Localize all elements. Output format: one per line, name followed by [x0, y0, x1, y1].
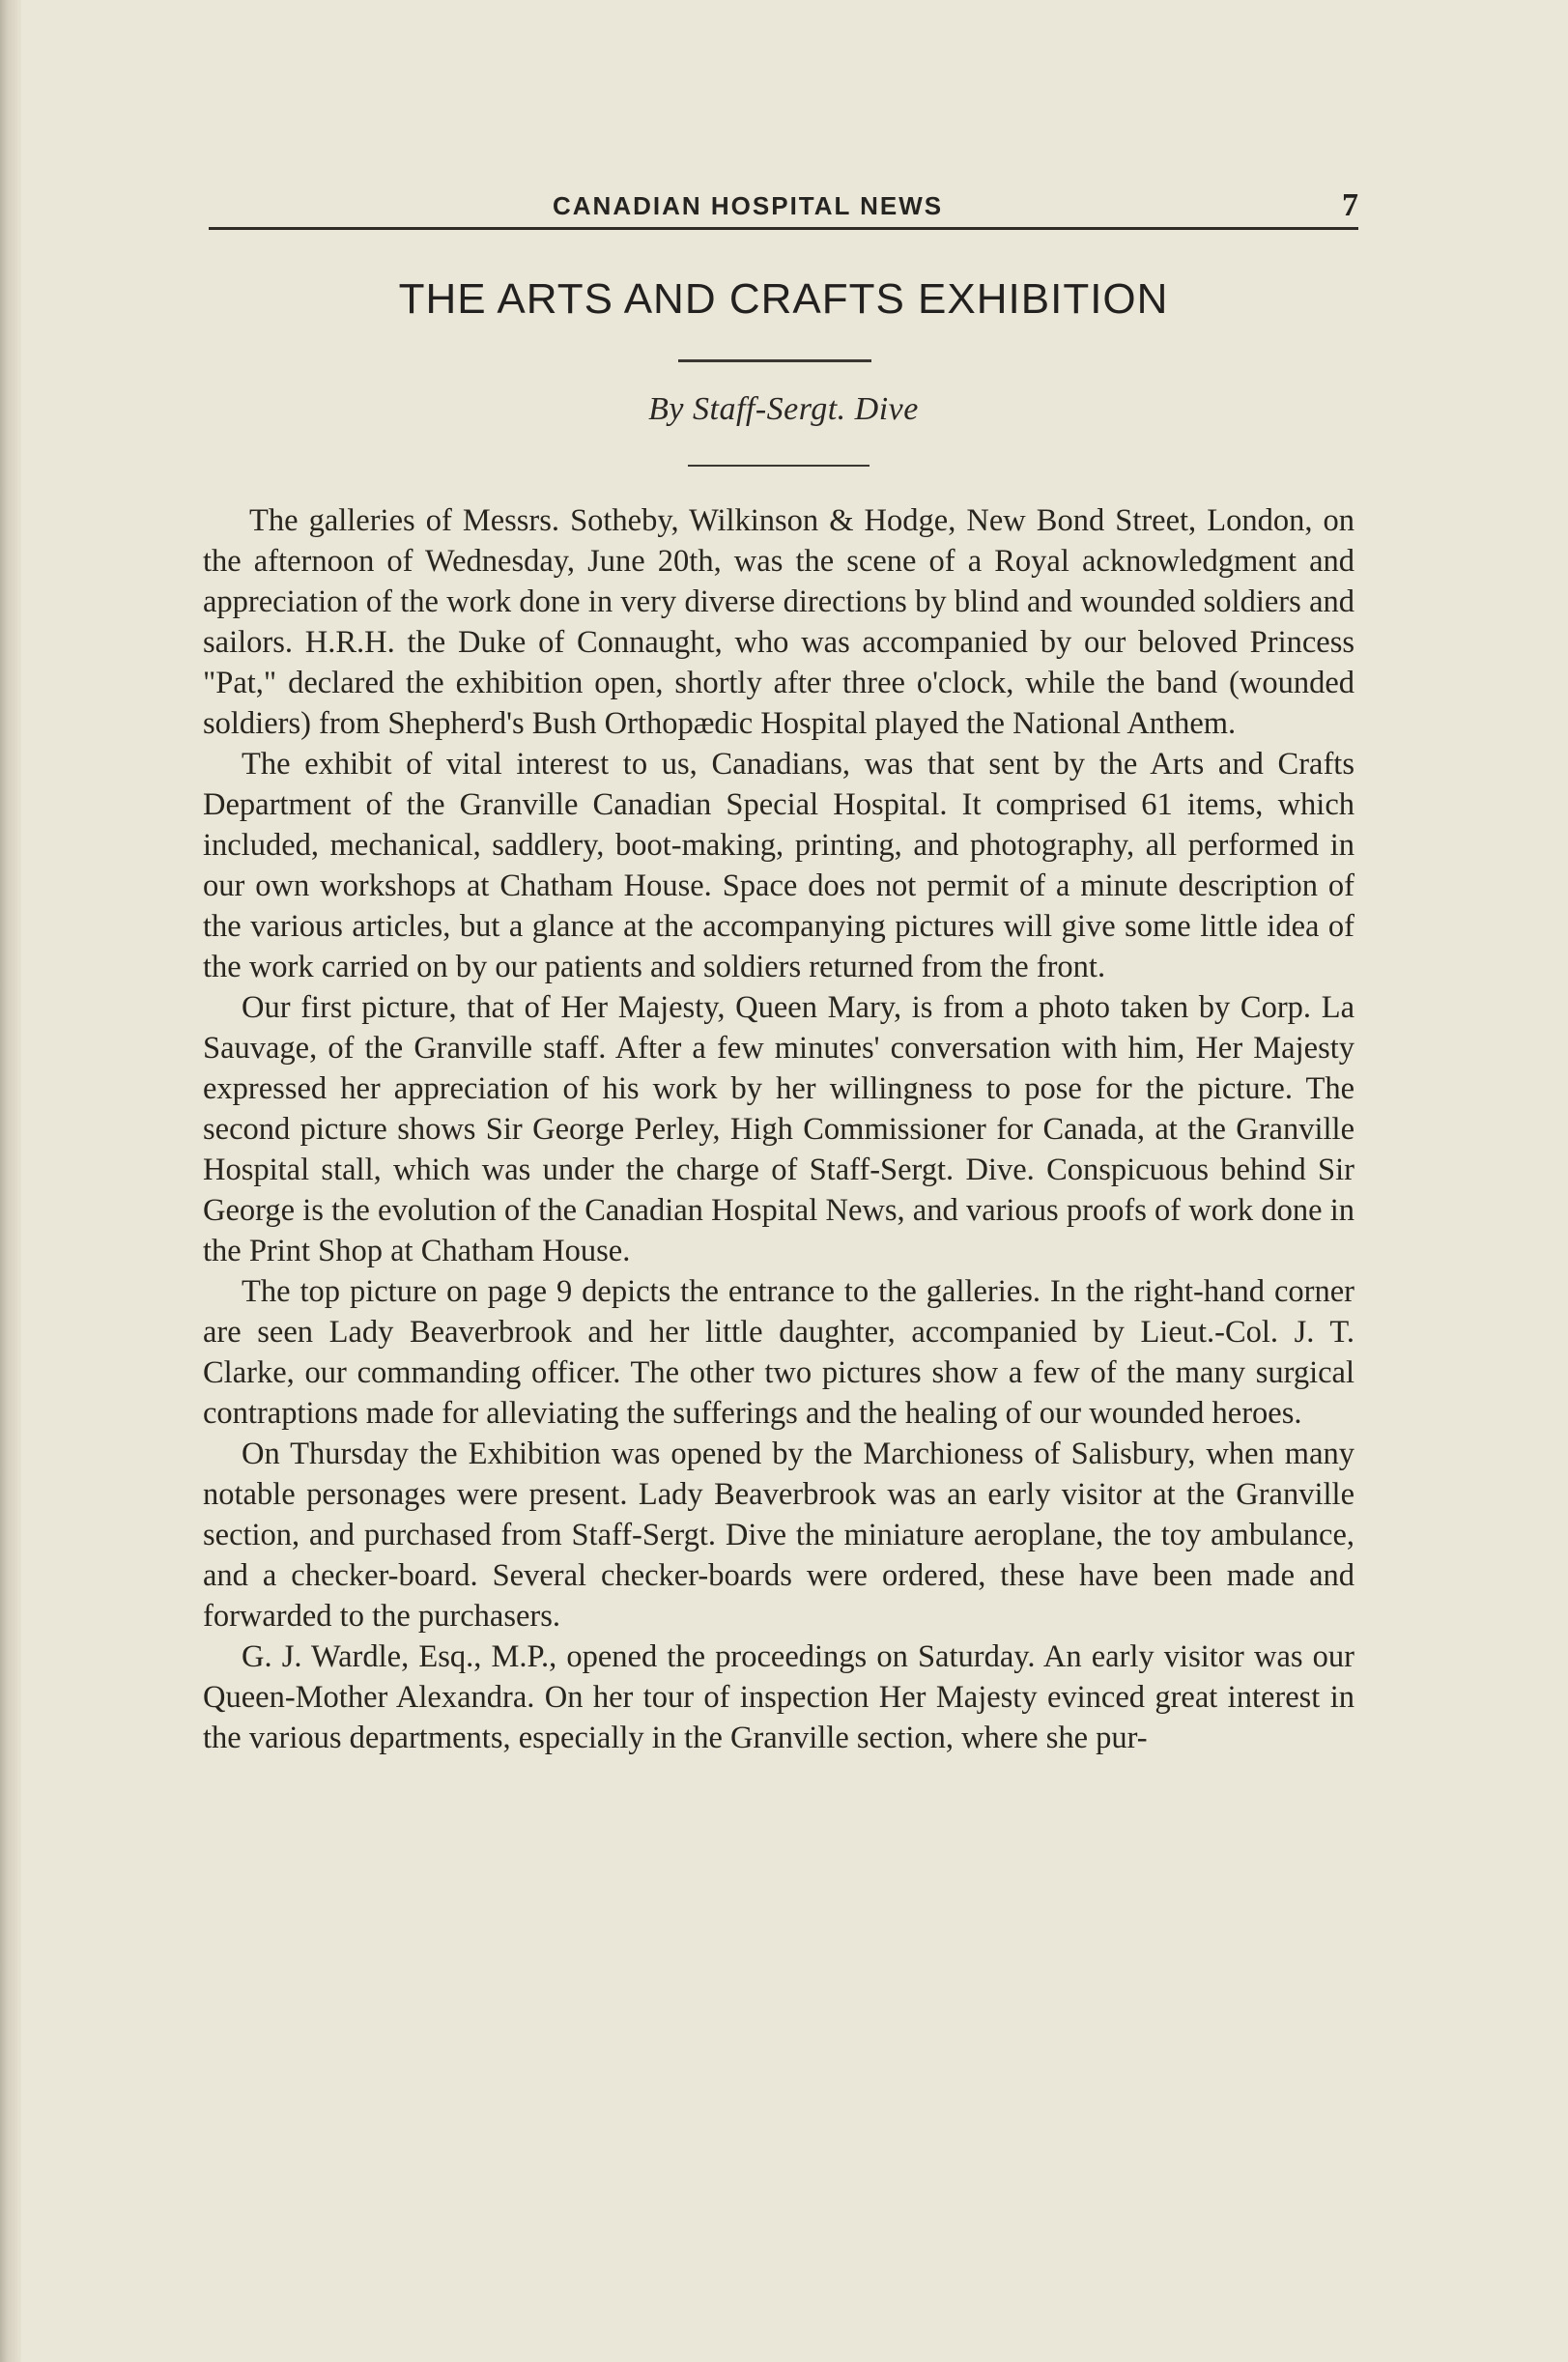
paragraph: The exhibit of vital interest to us, Canadians, was that sent by the Arts and Crafts Department of the Granville Canadian Special Hospital. It comprised 61 items, which included, mechanical, saddlery, boot-making, printing, and photography, all performed in our own workshops at Chatham House. Space does not permit of a minute description of the various articles, but a glance at the accompanying pictures will give some little idea of the work carried on by our patients and soldiers returned from the front. — [203, 747, 1354, 984]
paragraph: Our first picture, that of Her Majesty, Queen Mary, is from a photo taken by Corp. La Sauvage, of the Granville staff. After a few minutes' conversation with him, Her Majesty expressed her appreciation of his work by her willingness to pose for the picture. The second picture shows Sir George Perley, High Commissioner for Canada, at the Granville Hospital stall, which was under the charge of Staff-Sergt. Dive. Conspicuous behind Sir George is the evolution of the Canadian Hospital News, and various proofs of work done in the Print Shop at Chatham House. — [203, 990, 1354, 1268]
journal-name: CANADIAN HOSPITAL NEWS — [553, 191, 944, 220]
page-number: 7 — [1342, 187, 1358, 223]
spine-shadow — [0, 0, 21, 2362]
paragraph: G. J. Wardle, Esq., M.P., opened the proceedings on Saturday. An early visitor was our Queen-Mother Alexandra. On her tour of inspection Her Majesty evinced great interest in the various departments, especially in the Granville section, where she pur- — [203, 1639, 1354, 1755]
paragraph: The galleries of Messrs. Sotheby, Wilkinson & Hodge, New Bond Street, London, on the afternoon of Wednesday, June 20th, was the scene of a Royal acknowledgment and appreciation of the work done in very diverse directions by blind and wounded soldiers and sailors. H.R.H. the Duke of Connaught, who was accompanied by our beloved Princess "Pat," declared the exhibition open, shortly after three o'clock, while the band (wounded soldiers) from Shepherd's Bush Orthopædic Hospital played the National Anthem. — [203, 503, 1354, 741]
article-title: THE ARTS AND CRAFTS EXHIBITION — [398, 275, 1169, 323]
running-header — [209, 187, 1358, 230]
article-body — [203, 500, 1354, 1758]
byline-rule — [688, 465, 870, 467]
paragraph: On Thursday the Exhibition was opened by the Marchioness of Salisbury, when many notable personages were present. Lady Beaverbrook was an early visitor at the Granville section, and purchased from Staff-Sergt. Dive the miniature aeroplane, the toy ambulance, and a checker-board. Several checker-boards were ordered, these have been made and forwarded to the purchasers. — [203, 1437, 1354, 1634]
header-rule — [209, 227, 1358, 230]
article-byline: By Staff-Sergt. Dive — [648, 391, 919, 427]
paragraph: The top picture on page 9 depicts the entrance to the galleries. In the right-hand corner are seen Lady Beaverbrook and her little daughter, accompanied by Lieut.-Col. J. T. Clarke, our commanding officer. The other two pictures show a few of the many surgical contraptions made for alleviating the sufferings and the healing of our wounded heroes. — [203, 1274, 1354, 1431]
title-rule — [678, 359, 871, 362]
